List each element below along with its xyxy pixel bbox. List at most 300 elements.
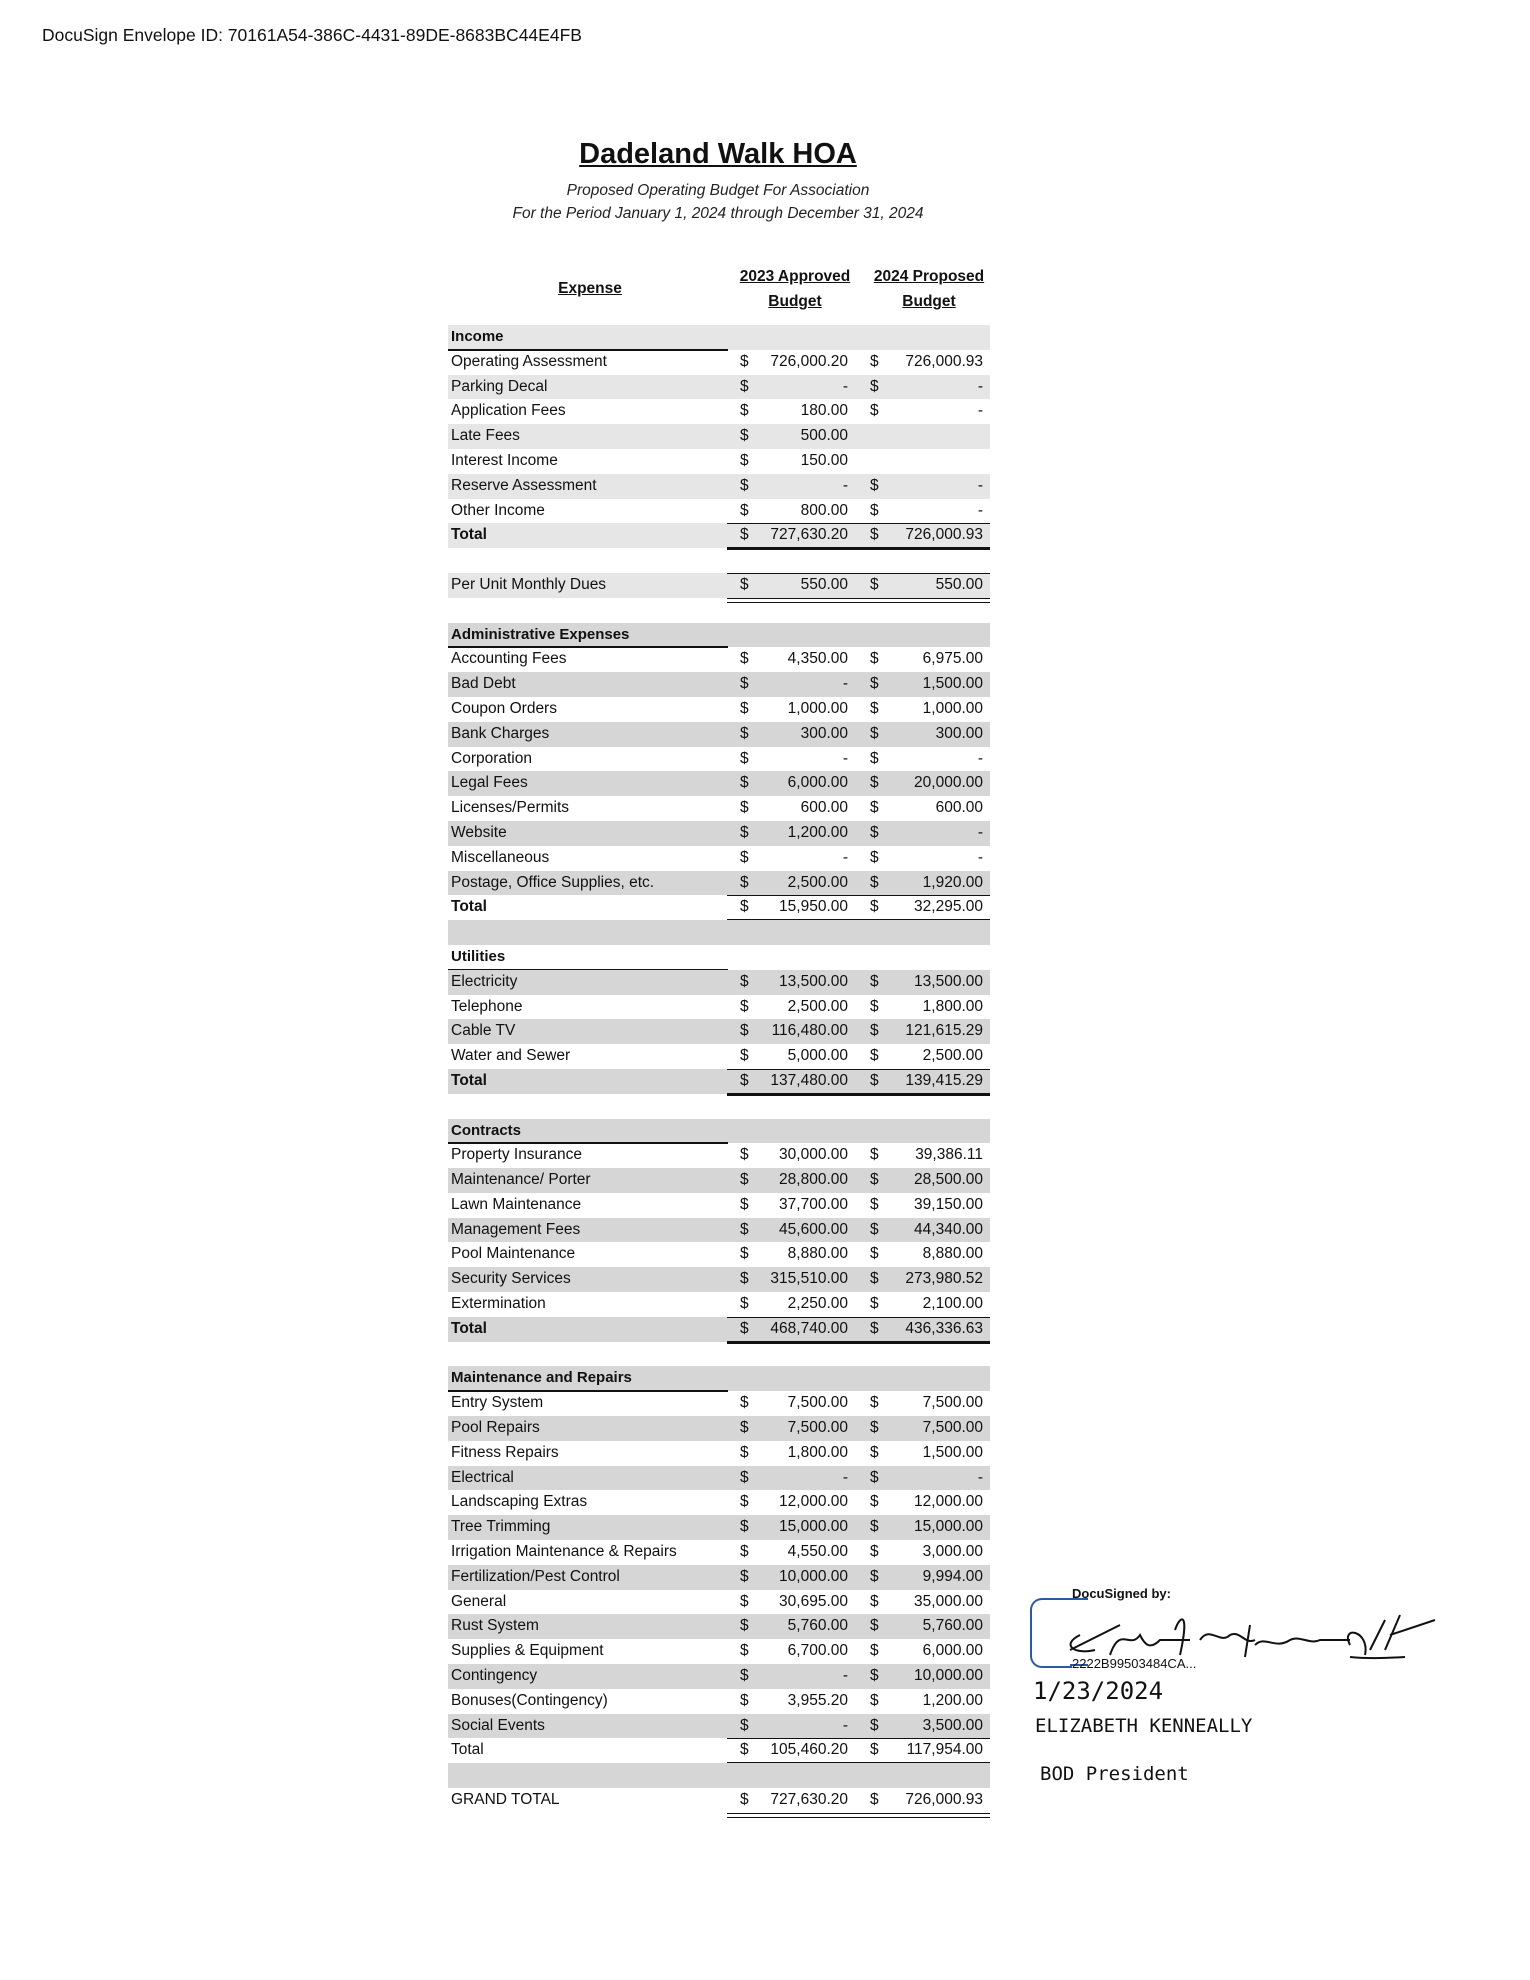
amount-2023: 4,350.00: [787, 650, 848, 668]
table-row: [448, 1391, 990, 1416]
table-row: [448, 1019, 990, 1044]
spacer-row: [448, 598, 990, 623]
amount-2023: 3,955.20: [787, 1691, 848, 1709]
amount-2023: 800.00: [800, 501, 848, 519]
amount-2024: 44,340.00: [914, 1220, 983, 1238]
currency-sign: $: [740, 1047, 749, 1065]
section-header: [448, 945, 990, 970]
amount-2024: 1,500.00: [922, 1443, 983, 1461]
amount-2024: 7,500.00: [922, 1419, 983, 1437]
row-label: Other Income: [451, 501, 545, 519]
signature-id: 2222B99503484CA...: [1072, 1656, 1197, 1671]
total-row: [448, 523, 990, 548]
currency-sign: $: [740, 749, 749, 767]
currency-sign: $: [870, 1047, 879, 1065]
amount-2023: 7,500.00: [787, 1419, 848, 1437]
row-label: Lawn Maintenance: [451, 1195, 582, 1213]
period: For the Period January 1, 2024 through December 31, 2024: [512, 205, 924, 222]
budget-table: [448, 325, 990, 1813]
row-label: Extermination: [451, 1295, 546, 1313]
amount-2023: 116,480.00: [771, 1022, 848, 1040]
table-row: [448, 449, 990, 474]
section-header: [448, 1119, 990, 1144]
section-header: [448, 623, 990, 648]
amount-2024: -: [977, 749, 983, 767]
currency-sign: $: [870, 1071, 879, 1089]
currency-sign: $: [870, 724, 879, 742]
amount-2023: 468,740.00: [770, 1319, 848, 1337]
amount-2024: -: [977, 377, 983, 395]
row-label: Utilities: [451, 947, 506, 965]
table-row: [448, 647, 990, 672]
amount-2023: 1,800.00: [787, 1443, 848, 1461]
row-label: Website: [451, 823, 507, 841]
amount-2024: 300.00: [935, 724, 983, 742]
currency-sign: $: [870, 675, 879, 693]
currency-sign: $: [870, 823, 879, 841]
row-label: Supplies & Equipment: [451, 1642, 604, 1660]
currency-sign: $: [740, 1195, 749, 1213]
row-label: Coupon Orders: [451, 699, 557, 717]
currency-sign: $: [740, 427, 749, 445]
currency-sign: $: [870, 650, 879, 668]
row-label: Accounting Fees: [451, 650, 567, 668]
currency-sign: $: [740, 1791, 749, 1809]
currency-sign: $: [870, 1245, 879, 1263]
row-label: Reserve Assessment: [451, 476, 597, 494]
currency-sign: $: [740, 1617, 749, 1635]
row-label: Bad Debt: [451, 675, 516, 693]
amount-2023: 137,480.00: [770, 1071, 848, 1089]
amount-2023: -: [842, 675, 848, 693]
currency-sign: $: [740, 575, 749, 593]
currency-sign: $: [740, 1543, 749, 1561]
currency-sign: $: [740, 1642, 749, 1660]
row-label: Administrative Expenses: [451, 625, 630, 643]
row-label: Total: [451, 1319, 487, 1337]
currency-sign: $: [870, 749, 879, 767]
currency-sign: $: [870, 1741, 879, 1759]
amount-2024: 726,000.93: [905, 1791, 983, 1809]
amount-2023: 15,000.00: [779, 1518, 848, 1536]
currency-sign: $: [870, 699, 879, 717]
currency-sign: $: [870, 1691, 879, 1709]
total-row: [448, 895, 990, 920]
amount-2023: 12,000.00: [779, 1493, 848, 1511]
currency-sign: $: [870, 1171, 879, 1189]
row-label: Legal Fees: [451, 774, 528, 792]
row-label: Property Insurance: [451, 1146, 582, 1164]
envelope-id: DocuSign Envelope ID: 70161A54-386C-4431-89DE-8683BC44E4FB: [42, 25, 582, 45]
currency-sign: $: [740, 898, 749, 916]
currency-sign: $: [740, 1741, 749, 1759]
currency-sign: $: [740, 724, 749, 742]
amount-2023: 8,880.00: [787, 1245, 848, 1263]
currency-sign: $: [740, 1567, 749, 1585]
table-row: [448, 672, 990, 697]
row-label: Per Unit Monthly Dues: [451, 575, 607, 593]
amount-2023: 6,000.00: [787, 774, 848, 792]
row-label: Security Services: [451, 1270, 571, 1288]
table-row: [448, 1466, 990, 1491]
amount-2023: 105,460.20: [770, 1741, 848, 1759]
table-row: [448, 1267, 990, 1292]
row-label: Telephone: [451, 997, 523, 1015]
amount-2023: 7,500.00: [787, 1394, 848, 1412]
row-label: Contingency: [451, 1667, 538, 1685]
currency-sign: $: [740, 1022, 749, 1040]
currency-sign: $: [870, 1716, 879, 1734]
row-label: Miscellaneous: [451, 848, 550, 866]
amount-2023: 45,600.00: [779, 1220, 848, 1238]
table-row: [448, 1639, 990, 1664]
amount-2023: 550.00: [800, 575, 848, 593]
table-row: [448, 1242, 990, 1267]
table-row: [448, 1590, 990, 1615]
rule-line: [727, 895, 990, 896]
row-label: Total: [451, 1741, 484, 1759]
rule-line: [727, 1738, 990, 1739]
total-row: [448, 1317, 990, 1342]
currency-sign: $: [740, 501, 749, 519]
table-row: [448, 771, 990, 796]
table-row: [448, 697, 990, 722]
amount-2024: 13,500.00: [914, 972, 983, 990]
row-label: Total: [451, 898, 487, 916]
row-label: Fitness Repairs: [451, 1443, 559, 1461]
amount-2023: -: [842, 1716, 848, 1734]
table-row: [448, 1416, 990, 1441]
amount-2023: 1,200.00: [787, 823, 848, 841]
spacer-row: [448, 1342, 990, 1367]
table-row: [448, 821, 990, 846]
amount-2023: 6,700.00: [787, 1642, 848, 1660]
amount-2024: 15,000.00: [914, 1518, 983, 1536]
row-label: Postage, Office Supplies, etc.: [451, 873, 655, 891]
row-label: Social Events: [451, 1716, 545, 1734]
amount-2024: 726,000.93: [905, 352, 983, 370]
row-label: Irrigation Maintenance & Repairs: [451, 1543, 677, 1561]
table-row: [448, 1168, 990, 1193]
amount-2024: 12,000.00: [914, 1493, 983, 1511]
currency-sign: $: [740, 799, 749, 817]
currency-sign: $: [740, 675, 749, 693]
currency-sign: $: [740, 997, 749, 1015]
signer-name: ELIZABETH KENNEALLY: [1035, 1715, 1253, 1737]
row-label: Pool Repairs: [451, 1419, 540, 1437]
section-header: [448, 325, 990, 350]
amount-2023: 500.00: [800, 427, 848, 445]
amount-2024: 9,994.00: [922, 1567, 983, 1585]
subtitle: Proposed Operating Budget For Association: [566, 182, 870, 199]
row-label: Water and Sewer: [451, 1047, 571, 1065]
table-row: [448, 970, 990, 995]
spacer-row: [448, 1094, 990, 1119]
amount-2024: 1,800.00: [922, 997, 983, 1015]
amount-2024: 6,000.00: [922, 1642, 983, 1660]
table-row: [448, 1689, 990, 1714]
table-row: [448, 1044, 990, 1069]
currency-sign: $: [740, 1716, 749, 1734]
row-label: Fertilization/Pest Control: [451, 1567, 620, 1585]
grand-row: [448, 1788, 990, 1813]
amount-2024: 2,500.00: [922, 1047, 983, 1065]
docusigned-by-label: DocuSigned by:: [1072, 1586, 1171, 1601]
total-row: [448, 1069, 990, 1094]
amount-2023: 5,000.00: [787, 1047, 848, 1065]
currency-sign: $: [870, 848, 879, 866]
amount-2024: -: [977, 823, 983, 841]
amount-2024: 39,386.11: [915, 1146, 983, 1164]
table-row: [448, 1193, 990, 1218]
currency-sign: $: [870, 1319, 879, 1337]
amount-2023: 600.00: [800, 799, 848, 817]
spacer-row: [448, 548, 990, 573]
row-label: Operating Assessment: [451, 352, 607, 370]
currency-sign: $: [870, 1468, 879, 1486]
row-label: General: [451, 1592, 507, 1610]
amount-2024: -: [977, 402, 983, 420]
row-label: Corporation: [451, 749, 532, 767]
currency-sign: $: [870, 1543, 879, 1561]
currency-sign: $: [870, 1220, 879, 1238]
row-label: GRAND TOTAL: [451, 1791, 560, 1809]
table-row: [448, 375, 990, 400]
col-2024-header-line1: 2024 Proposed: [873, 268, 985, 285]
amount-2023: -: [842, 377, 848, 395]
amount-2023: -: [842, 749, 848, 767]
amount-2023: 28,800.00: [779, 1171, 848, 1189]
amount-2024: 10,000.00: [914, 1667, 983, 1685]
amount-2023: 5,760.00: [787, 1617, 848, 1635]
amount-2024: 35,000.00: [914, 1592, 983, 1610]
table-row: [448, 1565, 990, 1590]
row-label: Parking Decal: [451, 377, 548, 395]
currency-sign: $: [870, 898, 879, 916]
amount-2023: 300.00: [800, 724, 848, 742]
currency-sign: $: [740, 972, 749, 990]
amount-2023: 2,500.00: [787, 997, 848, 1015]
currency-sign: $: [870, 972, 879, 990]
currency-sign: $: [870, 377, 879, 395]
currency-sign: $: [740, 1468, 749, 1486]
spacer-row: [448, 920, 990, 945]
amount-2023: 13,500.00: [779, 972, 848, 990]
amount-2023: 1,000.00: [787, 699, 848, 717]
amount-2024: 5,760.00: [922, 1617, 983, 1635]
amount-2024: 550.00: [935, 575, 983, 593]
currency-sign: $: [870, 1592, 879, 1610]
amount-2024: 726,000.93: [905, 526, 983, 544]
currency-sign: $: [870, 1195, 879, 1213]
amount-2024: -: [977, 1468, 983, 1486]
section-header: [448, 1366, 990, 1391]
currency-sign: $: [740, 1245, 749, 1263]
amount-2024: 3,500.00: [922, 1716, 983, 1734]
currency-sign: $: [740, 650, 749, 668]
table-row: [448, 796, 990, 821]
row-label: Interest Income: [451, 451, 558, 469]
amount-2024: 600.00: [935, 799, 983, 817]
currency-sign: $: [870, 1493, 879, 1511]
currency-sign: $: [740, 352, 749, 370]
amount-2023: 30,695.00: [779, 1592, 848, 1610]
amount-2023: 10,000.00: [779, 1567, 848, 1585]
currency-sign: $: [870, 1443, 879, 1461]
table-row: [448, 1490, 990, 1515]
currency-sign: $: [740, 1443, 749, 1461]
col-2023-header-line2: Budget: [768, 293, 822, 310]
currency-sign: $: [870, 1791, 879, 1809]
row-label: Total: [451, 1071, 487, 1089]
amount-2023: 180.00: [800, 402, 848, 420]
row-label: Electrical: [451, 1468, 514, 1486]
currency-sign: $: [870, 402, 879, 420]
rule-line: [727, 1069, 990, 1070]
table-row: [448, 1441, 990, 1466]
currency-sign: $: [870, 501, 879, 519]
currency-sign: $: [740, 476, 749, 494]
row-label: Income: [451, 328, 504, 345]
amount-2024: 436,336.63: [905, 1319, 983, 1337]
table-row: [448, 1714, 990, 1739]
row-label: Electricity: [451, 972, 518, 990]
table-row: [448, 474, 990, 499]
currency-sign: $: [740, 1146, 749, 1164]
currency-sign: $: [740, 1220, 749, 1238]
row-label: Rust System: [451, 1617, 539, 1635]
currency-sign: $: [740, 774, 749, 792]
amount-2024: 39,150.00: [914, 1195, 983, 1213]
amount-2023: 4,550.00: [787, 1543, 848, 1561]
expense-column-header: Expense: [558, 280, 622, 297]
currency-sign: $: [740, 848, 749, 866]
amount-2024: 1,920.00: [922, 873, 983, 891]
amount-2023: 2,250.00: [787, 1295, 848, 1313]
currency-sign: $: [870, 1146, 879, 1164]
currency-sign: $: [740, 402, 749, 420]
docusign-signature: [1030, 1586, 1430, 1680]
amount-2023: -: [842, 476, 848, 494]
amount-2023: 150.00: [800, 451, 848, 469]
row-label: Cable TV: [451, 1022, 516, 1040]
rule-line: [727, 1317, 990, 1318]
currency-sign: $: [740, 1071, 749, 1089]
amount-2024: 8,880.00: [922, 1245, 983, 1263]
total-row: [448, 1738, 990, 1763]
currency-sign: $: [740, 451, 749, 469]
amount-2024: 1,500.00: [922, 675, 983, 693]
row-label: Tree Trimming: [451, 1518, 551, 1536]
amount-2023: 2,500.00: [787, 873, 848, 891]
currency-sign: $: [870, 1667, 879, 1685]
amount-2024: 3,000.00: [922, 1543, 983, 1561]
row-label: Contracts: [451, 1121, 522, 1139]
currency-sign: $: [870, 1270, 879, 1288]
currency-sign: $: [740, 1171, 749, 1189]
table-row: [448, 1614, 990, 1639]
currency-sign: $: [870, 352, 879, 370]
underline-rule: [727, 1813, 990, 1818]
table-row: [448, 722, 990, 747]
amount-2023: -: [842, 1468, 848, 1486]
currency-sign: $: [870, 1394, 879, 1412]
amount-2023: 727,630.20: [770, 1791, 848, 1809]
currency-sign: $: [740, 873, 749, 891]
currency-sign: $: [740, 1394, 749, 1412]
amount-2024: 20,000.00: [914, 774, 983, 792]
amount-2023: 15,950.00: [779, 898, 848, 916]
table-row: [448, 1143, 990, 1168]
currency-sign: $: [870, 997, 879, 1015]
col-2023-header-line1: 2023 Approved: [739, 268, 851, 285]
currency-sign: $: [870, 799, 879, 817]
table-row: [448, 350, 990, 375]
amount-2023: 315,510.00: [770, 1270, 848, 1288]
amount-2023: 726,000.20: [770, 352, 848, 370]
currency-sign: $: [870, 1617, 879, 1635]
currency-sign: $: [740, 1319, 749, 1337]
currency-sign: $: [740, 377, 749, 395]
currency-sign: $: [870, 873, 879, 891]
row-label: Bank Charges: [451, 724, 550, 742]
dues-row: [448, 573, 990, 598]
currency-sign: $: [740, 526, 749, 544]
amount-2024: -: [977, 848, 983, 866]
amount-2023: -: [842, 848, 848, 866]
amount-2024: 28,500.00: [914, 1171, 983, 1189]
row-label: Landscaping Extras: [451, 1493, 588, 1511]
currency-sign: $: [870, 1295, 879, 1313]
currency-sign: $: [740, 1493, 749, 1511]
currency-sign: $: [740, 1518, 749, 1536]
amount-2024: 32,295.00: [914, 898, 983, 916]
row-label: Licenses/Permits: [451, 799, 570, 817]
table-row: [448, 399, 990, 424]
amount-2024: 1,200.00: [922, 1691, 983, 1709]
table-row: [448, 1515, 990, 1540]
amount-2023: 37,700.00: [779, 1195, 848, 1213]
signature-date: 1/23/2024: [1033, 1677, 1164, 1705]
table-row: [448, 1664, 990, 1689]
table-row: [448, 499, 990, 524]
amount-2024: -: [977, 501, 983, 519]
row-label: Maintenance/ Porter: [451, 1171, 591, 1189]
amount-2023: -: [842, 1667, 848, 1685]
table-row: [448, 995, 990, 1020]
currency-sign: $: [740, 823, 749, 841]
currency-sign: $: [870, 575, 879, 593]
currency-sign: $: [740, 1691, 749, 1709]
signer-title: BOD President: [1040, 1763, 1189, 1785]
currency-sign: $: [870, 1022, 879, 1040]
currency-sign: $: [870, 476, 879, 494]
currency-sign: $: [870, 1419, 879, 1437]
currency-sign: $: [870, 1518, 879, 1536]
amount-2024: -: [977, 476, 983, 494]
col-2024-header-line2: Budget: [902, 293, 956, 310]
amount-2024: 139,415.29: [905, 1071, 983, 1089]
rule-line: [727, 573, 990, 574]
row-label: Pool Maintenance: [451, 1245, 576, 1263]
row-label: Late Fees: [451, 427, 520, 445]
table-row: [448, 1540, 990, 1565]
row-label: Total: [451, 526, 487, 544]
currency-sign: $: [870, 774, 879, 792]
table-row: [448, 747, 990, 772]
currency-sign: $: [870, 1642, 879, 1660]
currency-sign: $: [740, 1270, 749, 1288]
